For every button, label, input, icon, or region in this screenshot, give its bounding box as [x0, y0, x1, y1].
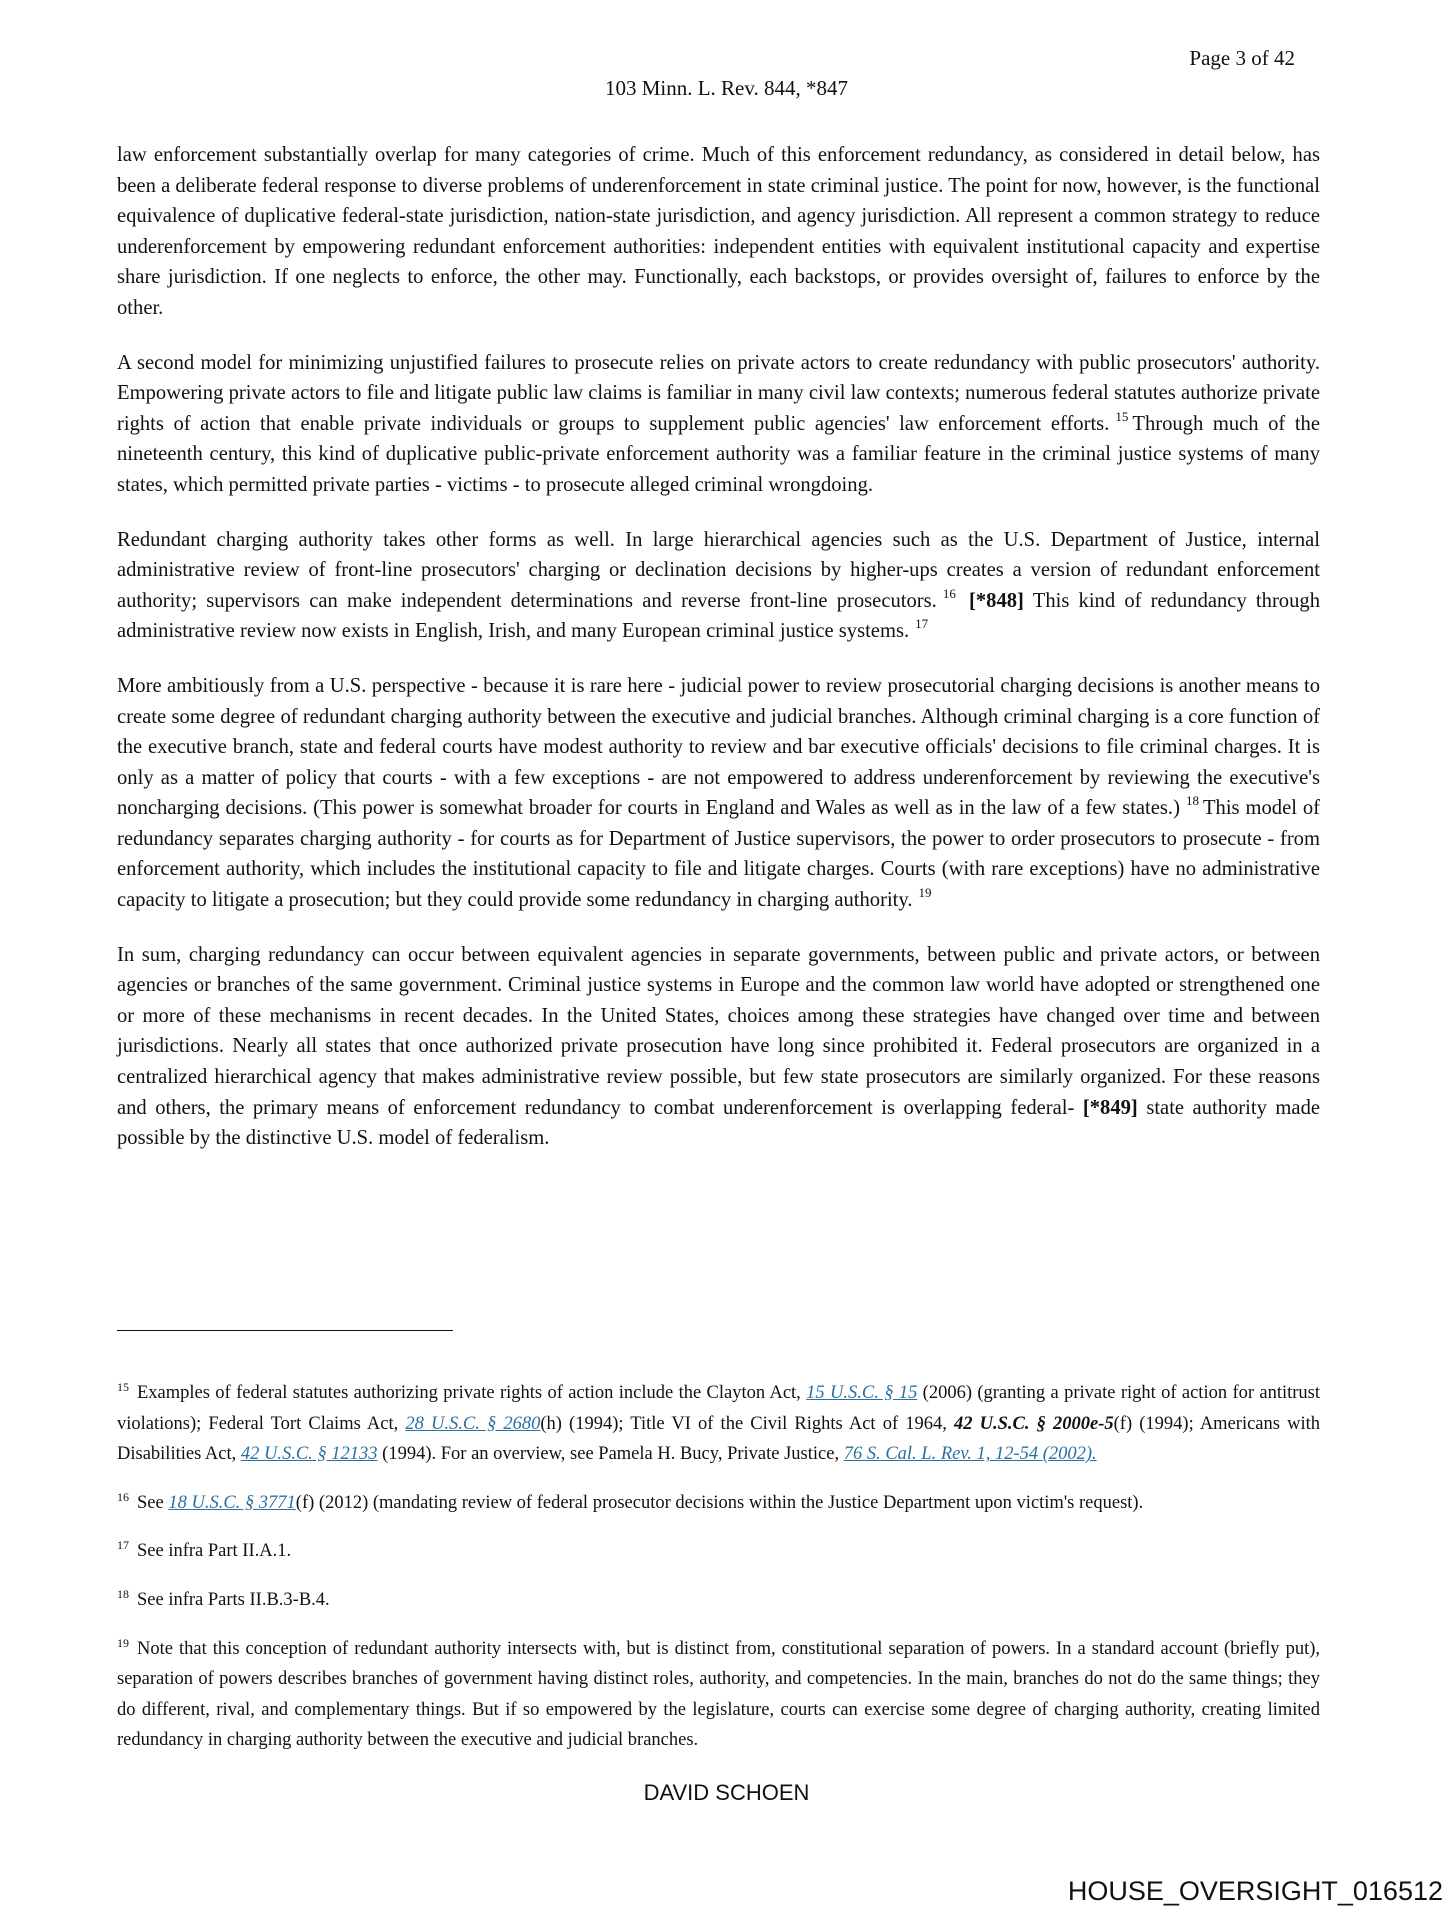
- bates-number: HOUSE_OVERSIGHT_016512: [1067, 1876, 1443, 1906]
- footnote-text: (h) (1994); Title VI of the Civil Rights Act of 1964,: [540, 1413, 954, 1434]
- citation-link[interactable]: 28 U.S.C. § 2680: [405, 1413, 541, 1434]
- footnote-text: See infra Part II.A.1.: [137, 1541, 292, 1562]
- running-head-citation: 103 Minn. L. Rev. 844, *847: [604, 76, 849, 100]
- paragraph-text: Redundant charging authority takes other forms as well. In large hierarchical agencies such as the U.S. Department of Justice, internal administrative review of front-line prosecutors' charging or declination decisions by higher-ups creates a version of redundant enforcement authority; supervisors can make independent determinations and reverse front-line prosecutors.: [117, 528, 1320, 612]
- paragraph-text: law enforcement substantially overlap for many categories of crime. Much of this enforcement redundancy, as considered in detail below, has been a deliberate federal response to diverse problems of underenforcement in state criminal justice. The point for now, however, is the functional equivalence of duplicative federal-state jurisdiction, nation-state jurisdiction, and agency jurisdiction. All represent a common strategy to reduce underenforcement by empowering redundant enforcement authorities: independent entities with equivalent institutional capacity and expertise share jurisdiction. If one neglects to enforce, the other may. Functionally, each backstops, or provides oversight of, failures to enforce by the other.: [117, 144, 1320, 319]
- footnote-text: Note that this conception of redundant authority intersects with, but is distinct from, constitutional separation of powers. In a standard account (briefly put), separation of powers describes branches of government having distinct roles, authority, and competencies. In the main, branches do not do the same things; they do different, rival, and complementary things. But if so empowered by the legislature, courts can exercise some degree of charging authority, creating limited redundancy in charging authority between the executive and judicial branches.: [117, 1638, 1320, 1751]
- footnote-ref-16[interactable]: 16: [942, 585, 956, 601]
- paragraph-text: This model of redundancy separates charging authority - for courts as for Department of Justice supervisors, the power to order prosecutors to prosecute - from enforcement authority, which includes the institutional capacity to file and litigate charges. Courts (with rare exceptions) have no administrative capacity to litigate a prosecution; but they could provide some redundancy in charging authority.: [117, 797, 1320, 912]
- paragraph-5: [117, 940, 1320, 1154]
- citation-link[interactable]: 76 S. Cal. L. Rev. 1, 12-54 (2002).: [843, 1444, 1097, 1465]
- paragraph-text: state authority made possible by the distinctive U.S. model of federalism.: [117, 1096, 1321, 1150]
- footnote-16: [117, 1488, 1320, 1519]
- footnotes-section: [117, 1378, 1320, 1774]
- footnote-number: 15: [117, 1380, 129, 1394]
- bold-citation: 42 U.S.C. § 2000e-5: [954, 1413, 1114, 1434]
- page-indicator: Page 3 of 42: [1189, 46, 1295, 70]
- footnote-divider: [117, 1330, 453, 1331]
- paragraph-text: Through much of the nineteenth century, this kind of duplicative public-private enforcement authority was a familiar feature in the criminal justice systems of many states, which permitted private parties - victims - to prosecute alleged criminal wrongdoing.: [117, 412, 1320, 496]
- footnote-19: [117, 1634, 1320, 1756]
- footnote-number: 19: [117, 1635, 129, 1650]
- footnote-ref-19[interactable]: 19: [918, 885, 932, 901]
- paragraph-2: [117, 348, 1320, 501]
- footnote-ref-17[interactable]: 17: [915, 616, 929, 632]
- paragraph-text: A second model for minimizing unjustified failures to prosecute relies on private actors to create redundancy with public prosecutors' authority. Empowering private actors to file and litigate public law claims is familiar in many civil law contexts; numerous federal statutes authorize private rights of action that enable private individuals or groups to supplement public agencies' law enforcement efforts.: [117, 351, 1320, 435]
- footnote-text: (1994). For an overview, see Pamela H. Bucy, Private Justice,: [377, 1444, 844, 1465]
- citation-link[interactable]: 42 U.S.C. § 12133: [240, 1444, 378, 1465]
- footnote-ref-15[interactable]: 15: [1115, 408, 1129, 424]
- footnote-18: [117, 1585, 1320, 1616]
- footnote-text: (2006) (granting a private right of action for antitrust violations); Federal Tort Claims Act,: [117, 1383, 1321, 1434]
- paragraph-1: [117, 140, 1320, 324]
- star-page-marker: [*848]: [969, 589, 1024, 612]
- footer-author: DAVID SCHOEN: [643, 1780, 810, 1805]
- citation-link[interactable]: 18 U.S.C. § 3771: [168, 1492, 296, 1513]
- footnote-text: Examples of federal statutes authorizing private rights of action include the Clayton Act,: [137, 1383, 807, 1403]
- main-body: [117, 140, 1320, 1178]
- paragraph-text: In sum, charging redundancy can occur between equivalent agencies in separate governments, between public and private actors, or between agencies or branches of the same government. Criminal justice systems in Europe and the common law world have adopted or strengthened one or more of these mechanisms in recent decades. In the United States, choices among these strategies have changed over time and between jurisdictions. Nearly all states that once authorized private prosecution have long since prohibited it. Federal prosecutors are organized in a centralized hierarchical agency that makes administrative review possible, but few state prosecutors are similarly organized. For these reasons and others, the primary means of enforcement redundancy to combat underenforcement is overlapping federal-: [117, 943, 1320, 1119]
- paragraph-3: [117, 525, 1320, 647]
- footnote-17: [117, 1536, 1320, 1567]
- footnote-number: 16: [117, 1489, 129, 1504]
- footnote-text: (f) (2012) (mandating review of federal prosecutor decisions within the Justice Department upon victim's request).: [295, 1492, 1144, 1513]
- footnote-15: [117, 1378, 1320, 1470]
- paragraph-4: [117, 671, 1320, 916]
- footnote-ref-18[interactable]: 18: [1185, 793, 1199, 809]
- footnote-number: 18: [117, 1586, 129, 1601]
- footnote-text: See: [137, 1492, 169, 1513]
- citation-link[interactable]: 15 U.S.C. § 15: [806, 1383, 918, 1403]
- footnote-text: See infra Parts II.B.3-B.4.: [137, 1589, 330, 1610]
- footnote-text: (f) (1994); Americans with Disabilities Act,: [117, 1413, 1320, 1465]
- footnote-number: 17: [117, 1538, 129, 1553]
- star-page-marker: [*849]: [1082, 1096, 1138, 1119]
- paragraph-text: This kind of redundancy through administrative review now exists in English, Irish, and many European criminal justice systems.: [117, 589, 1320, 643]
- paragraph-text: More ambitiously from a U.S. perspective - because it is rare here - judicial power to review prosecutorial charging decisions is another means to create some degree of redundant charging authority between the executive and judicial branches. Although criminal charging is a core function of the executive branch, state and federal courts have modest authority to review and bar executive officials' decisions to file criminal charges. It is only as a matter of policy that courts - with a few exceptions - are not empowered to address underenforcement by reviewing the executive's noncharging decisions. (This power is somewhat broader for courts in England and Wales as well as in the law of a few states.): [117, 674, 1320, 820]
